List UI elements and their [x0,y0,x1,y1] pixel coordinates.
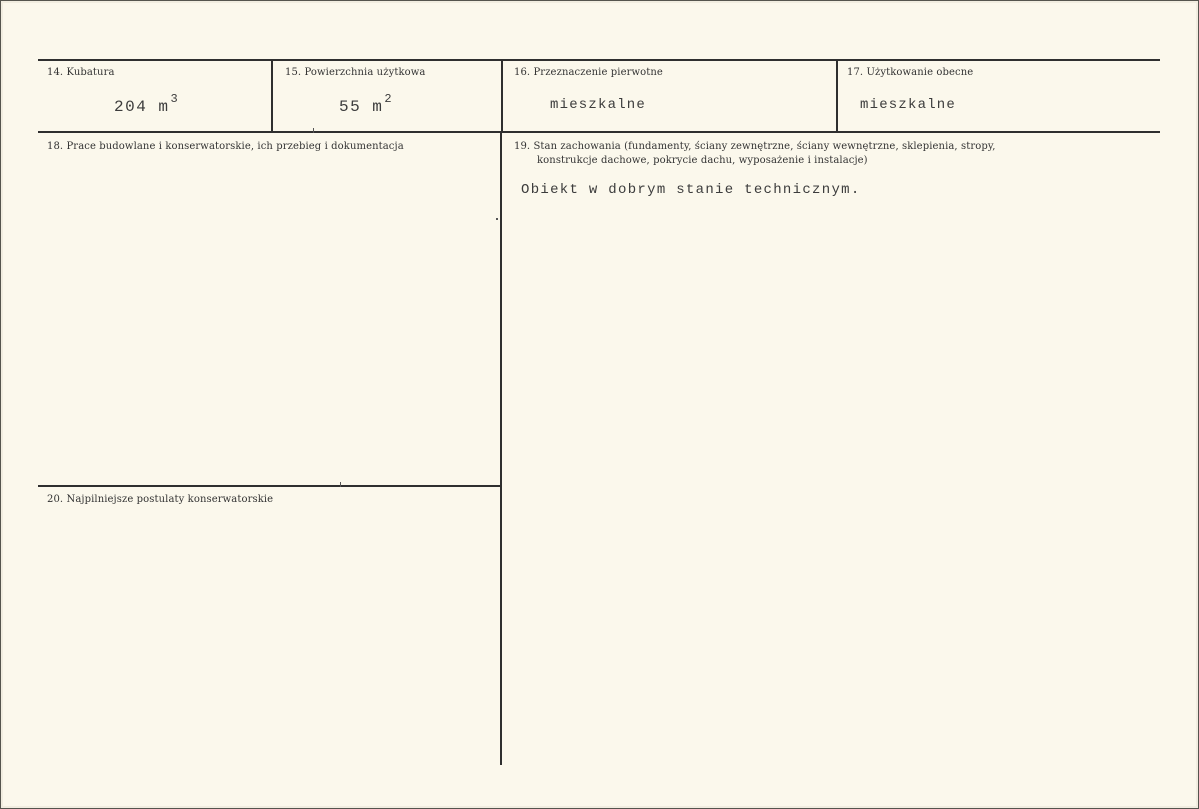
field-20-label: 20. Najpilniejsze postulaty konserwatorskie [47,494,274,505]
usable-area-unit-exponent: 2 [384,92,394,106]
tick-mark [313,128,314,133]
cubature-value: 204 m [114,98,170,116]
field-15-value [339,92,394,116]
cubature-unit-exponent: 3 [170,92,180,106]
field-14-value [114,92,180,116]
field-19-label-line1: 19. Stan zachowania (fundamenty, ściany zewnętrzne, ściany wewnętrzne, sklepienia, stropy, [514,141,996,152]
tick-mark [340,482,341,487]
main-column-divider [500,132,502,765]
field-16-label: 16. Przeznaczenie pierwotne [514,67,663,78]
field-16-value: mieszkalne [550,97,647,113]
divider-18-20 [38,485,501,487]
tick-mark [496,218,498,220]
top-rule [38,59,1160,61]
divider-15-16 [501,60,503,132]
field-18-label: 18. Prace budowlane i konserwatorskie, ich przebieg i dokumentacja [47,141,404,152]
divider-16-17 [836,60,838,132]
field-19-label-line2: konstrukcje dachowe, pokrycie dachu, wyposażenie i instalacje) [537,155,868,166]
field-17-label: 17. Użytkowanie obecne [847,67,974,78]
divider-14-15 [271,60,273,132]
field-17-value: mieszkalne [860,97,957,113]
field-19-value: Obiekt w dobrym stanie technicznym. [521,182,861,198]
field-15-label: 15. Powierzchnia użytkowa [285,67,426,78]
field-14-label: 14. Kubatura [47,67,115,78]
row1-bottom-rule [38,131,1160,133]
usable-area-value: 55 m [339,98,384,116]
